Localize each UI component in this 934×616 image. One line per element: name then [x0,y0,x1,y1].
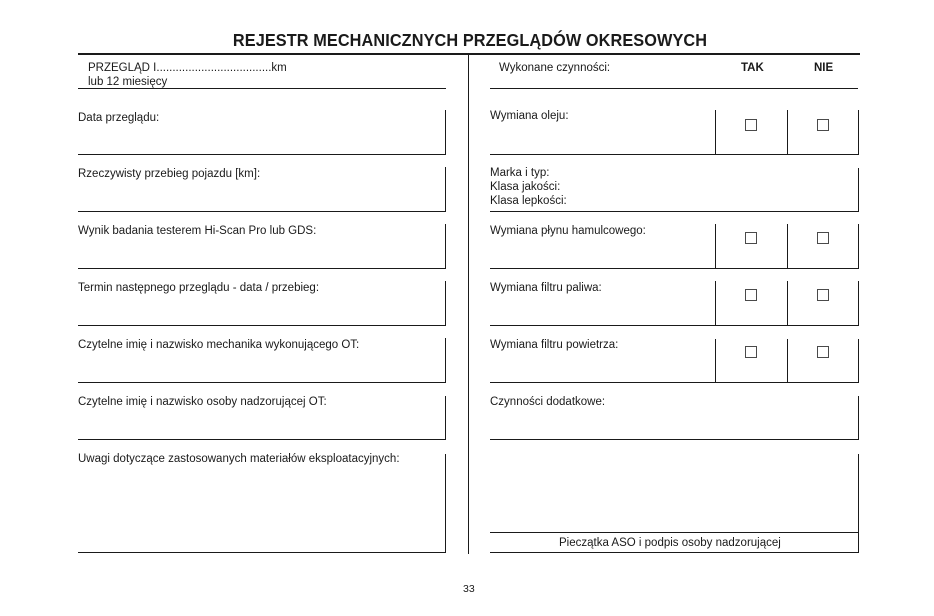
row-border-bottom [490,211,858,212]
page-number: 33 [463,583,475,595]
row-border-right [858,396,859,440]
field-border-right [445,281,446,326]
field-label: Czytelne imię i nazwisko mechanika wykonującego OT: [78,339,360,351]
brake-fluid-yes-checkbox[interactable] [745,232,757,244]
oil-change-yes-checkbox[interactable] [745,119,757,131]
row-label: Wymiana oleju: [490,110,569,122]
stamp-border-bottom [490,552,858,553]
field-border-right [445,167,446,212]
field-border-right [445,396,446,440]
field-border-bottom [78,268,446,269]
field-label: Rzeczywisty przebieg pojazdu [km]: [78,168,261,180]
row-border-bottom [490,382,858,383]
inspection-header: PRZEGLĄD I....................................km [88,62,287,74]
center-divider [468,55,469,554]
field-border-bottom [78,325,446,326]
yes-column-divider [715,110,716,155]
stamp-border-top [490,532,858,533]
fuel-filter-yes-checkbox[interactable] [745,289,757,301]
no-column-divider [787,281,788,326]
field-label: Termin następnego przeglądu - data / przebieg: [78,282,320,294]
row-border-bottom [490,439,858,440]
field-border-bottom [78,382,446,383]
field-border-right [445,110,446,155]
field-border-bottom [78,211,446,212]
inspection-interval: lub 12 miesięcy [88,76,168,88]
row-border-bottom [490,325,858,326]
field-border-right [445,454,446,553]
field-label: Data przeglądu: [78,112,160,124]
row-border-right [858,168,859,212]
row-label: Wymiana filtru powietrza: [490,339,619,351]
field-label: Czytelne imię i nazwisko osoby nadzorującej OT: [78,396,327,408]
oil-change-no-checkbox[interactable] [817,119,829,131]
row-label: Czynności dodatkowe: [490,396,606,408]
row-label: Wymiana filtru paliwa: [490,282,602,294]
field-label: Wynik badania testerem Hi-Scan Pro lub GDS: [78,225,317,237]
stamp-label: Pieczątka ASO i podpis osoby nadzorującej [559,537,781,549]
field-border-bottom [78,439,446,440]
stamp-border-right [858,454,859,553]
column-header-no: NIE [814,62,834,74]
oil-brand-label: Marka i typ: [490,167,550,179]
title-rule [78,53,860,55]
fuel-filter-no-checkbox[interactable] [817,289,829,301]
field-border-right [445,224,446,269]
no-column-divider [787,110,788,155]
actions-header-label: Wykonane czynności: [499,62,611,74]
field-label: Uwagi dotyczące zastosowanych materiałów eksploatacyjnych: [78,453,400,465]
row-border-right [858,224,859,269]
row-border-right [858,339,859,383]
field-border-right [445,338,446,383]
left-header-rule [78,88,446,89]
right-header-rule [490,88,858,89]
yes-column-divider [715,224,716,269]
yes-column-divider [715,281,716,326]
field-border-bottom [78,154,446,155]
no-column-divider [787,339,788,383]
row-border-right [858,281,859,326]
field-border-bottom [78,552,446,553]
no-column-divider [787,224,788,269]
brake-fluid-no-checkbox[interactable] [817,232,829,244]
column-header-yes: TAK [741,62,764,74]
row-border-right [858,110,859,155]
row-border-bottom [490,268,858,269]
yes-column-divider [715,339,716,383]
air-filter-yes-checkbox[interactable] [745,346,757,358]
air-filter-no-checkbox[interactable] [817,346,829,358]
row-border-bottom [490,154,858,155]
page-title: REJESTR MECHANICZNYCH PRZEGLĄDÓW OKRESOWYCH [232,30,708,50]
oil-viscosity-label: Klasa lepkości: [490,195,567,207]
row-label: Wymiana płynu hamulcowego: [490,225,646,237]
oil-quality-label: Klasa jakości: [490,181,561,193]
